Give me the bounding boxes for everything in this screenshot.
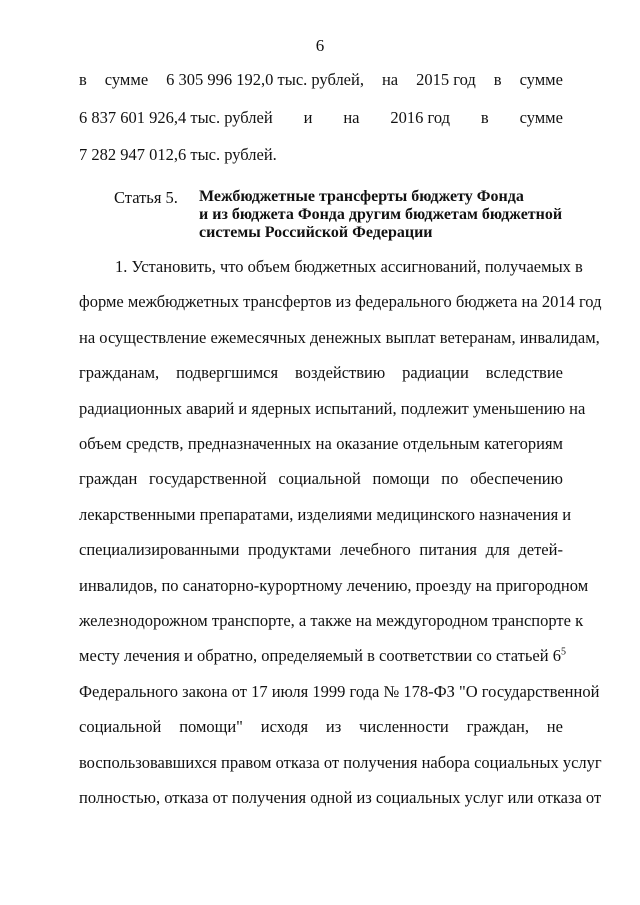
text-line — [79, 70, 563, 90]
text-line — [79, 398, 586, 419]
text-segment: по — [441, 469, 459, 489]
text-line — [79, 108, 563, 128]
text-segment: вследствие — [485, 363, 563, 383]
text-line — [79, 145, 563, 165]
text-line — [79, 292, 602, 312]
text-segment: на осуществление ежемесячных денежных выплат ветеранам, инвалидам, — [79, 327, 600, 347]
text-segment: 1. Установить, что объем бюджетных ассигнований, получаемых в — [115, 257, 583, 276]
text-segment: форме межбюджетных трансфертов из федерального бюджета на 2014 год — [79, 292, 602, 312]
article-label: Статья 5. — [114, 188, 178, 207]
text-segment: воспользовавшихся правом отказа от получения набора социальных услуг — [79, 752, 602, 772]
text-segment: 2016 год — [390, 107, 451, 127]
text-segment: 2015 год — [416, 70, 476, 89]
text-segment: в — [79, 70, 87, 89]
text-segment: помощи — [372, 469, 430, 489]
text-segment: радиации — [402, 363, 469, 383]
text-segment: в — [480, 107, 489, 127]
text-line — [79, 540, 563, 560]
text-segment: не — [546, 717, 563, 737]
text-line — [79, 327, 600, 348]
text-segment: специализированными — [79, 540, 240, 560]
text-segment: гражданам, — [79, 363, 160, 383]
text-segment: сумме — [519, 70, 563, 89]
text-segment: радиационных аварий и ядерных испытаний, подлежит уменьшению на — [79, 398, 586, 418]
text-segment: на — [381, 70, 399, 89]
text-segment: в — [493, 70, 502, 89]
text-segment: государственной — [149, 469, 267, 489]
text-segment: исходя — [260, 717, 309, 737]
text-line — [79, 788, 602, 808]
text-segment: месту лечения и обратно, определяемый в соответствии со статьей $6^5$ — [79, 646, 566, 666]
text-line — [115, 257, 583, 277]
text-line — [79, 504, 572, 525]
text-line — [79, 611, 584, 631]
article-title-line: и из бюджета Фонда другим бюджетам бюджетной — [199, 206, 563, 223]
text-segment: 6 305 996 192,0 тыс. рублей, — [166, 70, 364, 89]
text-segment: лечебного — [339, 540, 411, 560]
text-segment: сумме — [104, 70, 149, 89]
text-line — [79, 681, 600, 702]
text-segment: объем средств, предназначенных на оказание отдельным категориям — [79, 434, 563, 453]
text-segment: железнодорожном транспорте, а также на междугородном транспорте к — [79, 611, 584, 630]
text-line — [79, 575, 589, 596]
text-segment: Федерального закона от 17 июля 1999 года № 178-ФЗ "О государственной — [79, 681, 600, 701]
text-segment: лекарственными препаратами, изделиями медицинского назначения и — [79, 504, 572, 524]
text-line — [79, 363, 563, 383]
text-segment: для — [485, 540, 510, 560]
text-segment: социальной — [278, 469, 361, 489]
text-segment: помощи" — [179, 717, 243, 737]
article-title-line: Межбюджетные трансферты бюджету Фонда — [199, 188, 524, 205]
text-segment: граждан — [79, 469, 138, 489]
text-segment: численности — [359, 717, 449, 737]
text-segment: сумме — [519, 107, 563, 127]
text-segment: граждан, — [466, 717, 529, 737]
article-title-line: системы Российской Федерации — [199, 224, 433, 241]
text-segment: социальной — [79, 717, 162, 737]
text-segment: подвергшимся — [176, 363, 279, 383]
page-number: 6 — [315, 36, 325, 55]
text-segment: детей- — [518, 540, 563, 560]
text-segment: продуктами — [248, 540, 332, 560]
text-segment: 7 282 947 012,6 тыс. рублей. — [79, 145, 277, 164]
text-segment: из — [325, 717, 342, 737]
text-line — [79, 717, 563, 737]
text-segment: и — [303, 107, 313, 127]
text-segment: 6 837 601 926,4 тыс. рублей — [79, 107, 273, 127]
article-title — [199, 188, 599, 242]
text-segment: обеспечению — [470, 469, 563, 489]
text-line — [79, 434, 563, 454]
text-segment: полностью, отказа от получения одной из социальных услуг или отказа от — [79, 788, 602, 807]
article-ref-superscript: 5 — [560, 646, 566, 658]
text-segment: на — [343, 107, 360, 127]
text-line — [79, 469, 563, 489]
text-line — [79, 752, 602, 773]
text-segment: инвалидов, по санаторно-курортному лечению, проезду на пригородном — [79, 575, 589, 595]
text-segment: питания — [419, 540, 477, 560]
text-line — [79, 646, 566, 666]
text-segment: воздействию — [295, 363, 386, 383]
